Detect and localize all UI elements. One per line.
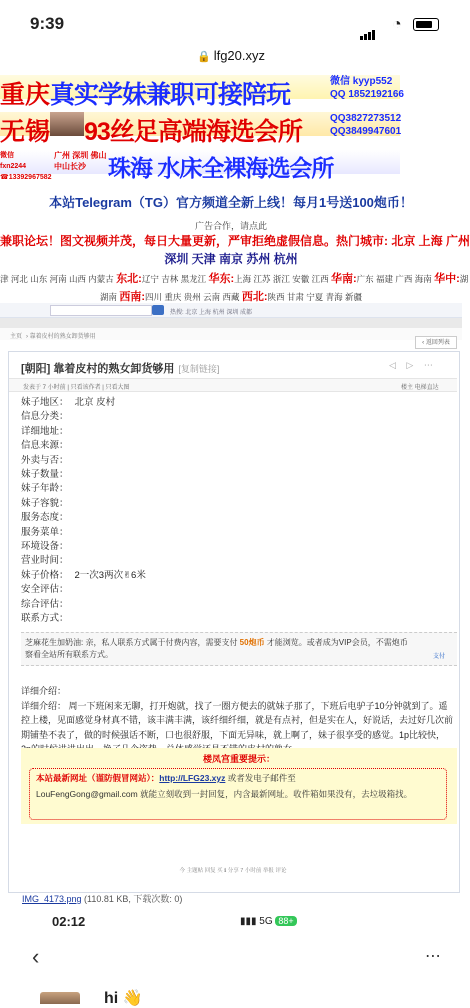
field-key: 信息来源： bbox=[21, 440, 69, 452]
hot-search-tags[interactable]: 热搜: 北京 上海 杭州 深圳 成都 bbox=[170, 310, 253, 316]
paywall-text: 才能浏览。或者成为VIP会员，不需炮币 bbox=[264, 638, 408, 647]
signal-icon bbox=[360, 22, 376, 40]
field-key: 服务菜单： bbox=[21, 526, 69, 538]
battery-icon bbox=[413, 18, 439, 31]
ad-cooperation-link[interactable]: 广告合作，请点此 bbox=[194, 221, 267, 231]
address-bar[interactable] bbox=[0, 48, 462, 72]
post-meta-right[interactable]: 楼主 电梯直达 bbox=[401, 385, 439, 391]
region-list[interactable]: 湖 bbox=[459, 274, 469, 284]
region-list[interactable]: 辽宁 吉林 黑龙江 bbox=[141, 274, 207, 284]
warning-title: 楼凤宫重要提示： bbox=[202, 754, 275, 764]
banner-contact-line: QQ3827273512 bbox=[330, 113, 402, 124]
breadcrumb-path[interactable]: › 靠着皮村的熟女卸货够用 bbox=[26, 334, 96, 340]
field-key: 妹子年龄： bbox=[21, 483, 69, 495]
warning-body bbox=[29, 768, 447, 820]
field-key: 外卖与否： bbox=[21, 454, 69, 466]
chat-greeting: hi 👋 bbox=[104, 990, 143, 1007]
field-value: 北京 皮村 bbox=[74, 397, 116, 408]
description-body: 详细介绍： 周一下班闲来无聊，打开炮就，找了一圈方便去的就妹子那了，下班后电驴子10分钟就到了。遥控上楼，见面感觉身材真不错，该丰满丰满，该纤细纤细，就是有点衬，但是实在人，好说话，去过好几次前期铺垫不表了，做的时候强话不断，口也很舒服，下面无异味，就上啊了，妹子很享受的感觉。1p比较快， bbox=[21, 700, 454, 740]
paywall-line bbox=[25, 637, 408, 649]
banner-headline: 真实学妹兼职可接陪玩 bbox=[50, 81, 291, 109]
embedded-battery: 88+ bbox=[275, 916, 296, 926]
divider bbox=[0, 318, 462, 328]
region-list[interactable]: 上海 江苏 浙江 安徽 江西 bbox=[234, 274, 329, 284]
attachment-link[interactable]: IMG_4173.png bbox=[22, 894, 82, 904]
banner-contact: 微信 fxn2244 ☎13392967582 bbox=[0, 152, 52, 181]
field-key: 妹子地区： bbox=[21, 397, 69, 408]
field-key: 营业时间： bbox=[21, 555, 69, 567]
ad-banner-1[interactable] bbox=[0, 75, 404, 109]
field-row bbox=[21, 583, 146, 597]
breadcrumb bbox=[0, 328, 462, 340]
field-row bbox=[21, 526, 146, 540]
field-row bbox=[21, 511, 146, 525]
more-icon[interactable]: ⋯ bbox=[425, 948, 441, 965]
region-label: 华东: bbox=[208, 273, 235, 285]
field-row bbox=[21, 540, 146, 554]
field-key: 信息分类： bbox=[21, 411, 69, 423]
field-row bbox=[21, 497, 146, 511]
field-key: 服务态度： bbox=[21, 512, 69, 524]
region-list[interactable]: 广东 福建 广西 海南 bbox=[356, 274, 432, 284]
info-fields bbox=[21, 396, 146, 627]
banner-contact bbox=[330, 112, 402, 138]
embedded-time: 02:12 bbox=[52, 914, 86, 929]
region-list[interactable]: 湖南 bbox=[99, 292, 117, 302]
banner-headline: 珠海 水床全裸海选会所 bbox=[108, 155, 334, 181]
region-list[interactable]: 陕西 甘肃 宁夏 青海 新疆 bbox=[267, 292, 362, 302]
banner-city: 无锡 bbox=[0, 118, 51, 146]
banner-headline: 93丝足高端海选会所 bbox=[84, 118, 302, 146]
paywall-text: 芝麻花生加奶油: 亲，私人联系方式属于付费内容，需要支付 bbox=[25, 638, 240, 647]
field-key: 联系方式： bbox=[21, 613, 69, 625]
field-row bbox=[21, 612, 146, 626]
warning-label: 本站最新网址（谨防假冒网站）： bbox=[36, 773, 160, 783]
paywall-price: 50炮币 bbox=[239, 638, 265, 647]
avatar bbox=[40, 992, 80, 1004]
field-row bbox=[21, 554, 146, 568]
field-key: 妹子价格： bbox=[21, 569, 69, 581]
region-label: 华中: bbox=[434, 273, 460, 285]
field-row bbox=[21, 482, 146, 496]
new-site-link[interactable]: http://LFG23.xyz bbox=[159, 773, 226, 783]
forum-intro: 兼职论坛！图文视频并茂，每日大量更新，严审拒绝虚假信息。热门城市: 北京 上海 广州 bbox=[0, 234, 470, 248]
ad-banner-2[interactable] bbox=[0, 112, 402, 146]
lock-icon: 🔒 bbox=[196, 51, 211, 63]
field-key: 妹子数量： bbox=[21, 469, 69, 481]
region-nav-row2[interactable] bbox=[0, 288, 462, 304]
warning-email-text: LouFengGong@gmail.com 就能立刻收到一封回复，内含最新网址。收件箱如果没有，去垃圾箱找。 bbox=[36, 789, 413, 799]
copy-link-button[interactable]: [复制链接] bbox=[178, 364, 220, 374]
embedded-network: 5G bbox=[259, 916, 273, 927]
paywall-line: 察看全站所有联系方式。 bbox=[25, 650, 113, 659]
thread-title bbox=[21, 360, 219, 376]
field-row bbox=[21, 468, 146, 482]
post-description bbox=[21, 684, 453, 757]
embedded-status: ▮▮▮ 5G 88+ bbox=[240, 916, 297, 927]
banner-photo bbox=[50, 112, 84, 136]
banner-city: 重庆 bbox=[0, 81, 51, 109]
banner-contact-line: QQ 1852192166 bbox=[330, 89, 404, 100]
wifi-icon: ◔ bbox=[392, 16, 402, 33]
search-button[interactable] bbox=[152, 305, 164, 315]
region-label: 西南: bbox=[119, 291, 146, 303]
region-label: 东北: bbox=[116, 273, 142, 285]
banner-contact bbox=[330, 75, 402, 101]
search-input[interactable] bbox=[50, 305, 152, 316]
status-time: 9:39 bbox=[30, 14, 65, 33]
field-key: 综合评估： bbox=[21, 598, 69, 610]
post-meta-left[interactable]: 发表于 7 小时前 | 只看该作者 | 只看大图 bbox=[23, 385, 130, 391]
telegram-announcement[interactable]: 本站Telegram（TG）官方频道全新上线！每月1号送100炮币！ bbox=[49, 195, 413, 210]
field-key: 妹子容貌： bbox=[21, 497, 69, 509]
thread-title-text: [朝阳] 靠着皮村的熟女卸货够用 bbox=[21, 363, 175, 375]
search-bar bbox=[0, 303, 462, 318]
back-to-list-button[interactable]: ‹ 返回列表 bbox=[415, 336, 457, 349]
field-row bbox=[21, 396, 146, 410]
thread-post bbox=[8, 351, 460, 893]
field-row bbox=[21, 410, 146, 424]
embedded-screenshot bbox=[0, 904, 462, 1007]
hot-cities[interactable]: 深圳 天津 南京 苏州 杭州 bbox=[164, 252, 298, 266]
field-value: 2一次3两次✌6米 bbox=[74, 569, 146, 581]
banner-contact-line: QQ3849947601 bbox=[330, 126, 402, 137]
banner-cities: 广州 深圳 佛山中山长沙 bbox=[54, 151, 107, 171]
back-icon[interactable]: ‹ bbox=[32, 944, 40, 969]
warning-text: 或者发电子邮件至 bbox=[225, 773, 296, 783]
region-list[interactable]: 津 河北 山东 河南 山西 内蒙古 bbox=[0, 274, 114, 284]
thread-tool-icons[interactable]: ◁ ▷ ⋯ bbox=[389, 360, 437, 370]
region-list[interactable]: 四川 重庆 贵州 云南 西藏 bbox=[145, 292, 240, 302]
region-label: 西北: bbox=[241, 291, 268, 303]
status-bar bbox=[0, 0, 462, 50]
post-meta bbox=[9, 378, 457, 392]
region-nav-row1[interactable] bbox=[0, 270, 469, 286]
region-label: 华南: bbox=[330, 273, 357, 285]
ad-banner-3[interactable] bbox=[0, 150, 400, 181]
url-domain: lfg20.xyz bbox=[213, 48, 265, 63]
field-key: 环境设备： bbox=[21, 541, 69, 553]
field-row bbox=[21, 598, 146, 612]
banner-contact-line: 微信 kyyp552 bbox=[330, 76, 393, 87]
field-key: 详细地址： bbox=[21, 425, 69, 437]
field-key: 安全评估： bbox=[21, 584, 69, 596]
pay-button[interactable]: 支付 bbox=[433, 654, 446, 660]
attachment-info: (110.81 KB, 下载次数: 0) bbox=[81, 894, 183, 904]
field-row bbox=[21, 439, 146, 453]
field-row bbox=[21, 425, 146, 439]
site-warning bbox=[21, 748, 457, 824]
paywall-notice bbox=[21, 632, 457, 666]
post-actions[interactable]: 今 主题帖 回复 买 ℹ 分享 7 小时前 举报 评论 bbox=[179, 868, 287, 874]
field-row bbox=[21, 454, 146, 468]
field-row bbox=[21, 569, 146, 583]
breadcrumb-home[interactable]: 主页 bbox=[10, 334, 23, 340]
description-label: 详细介绍： bbox=[21, 686, 67, 696]
